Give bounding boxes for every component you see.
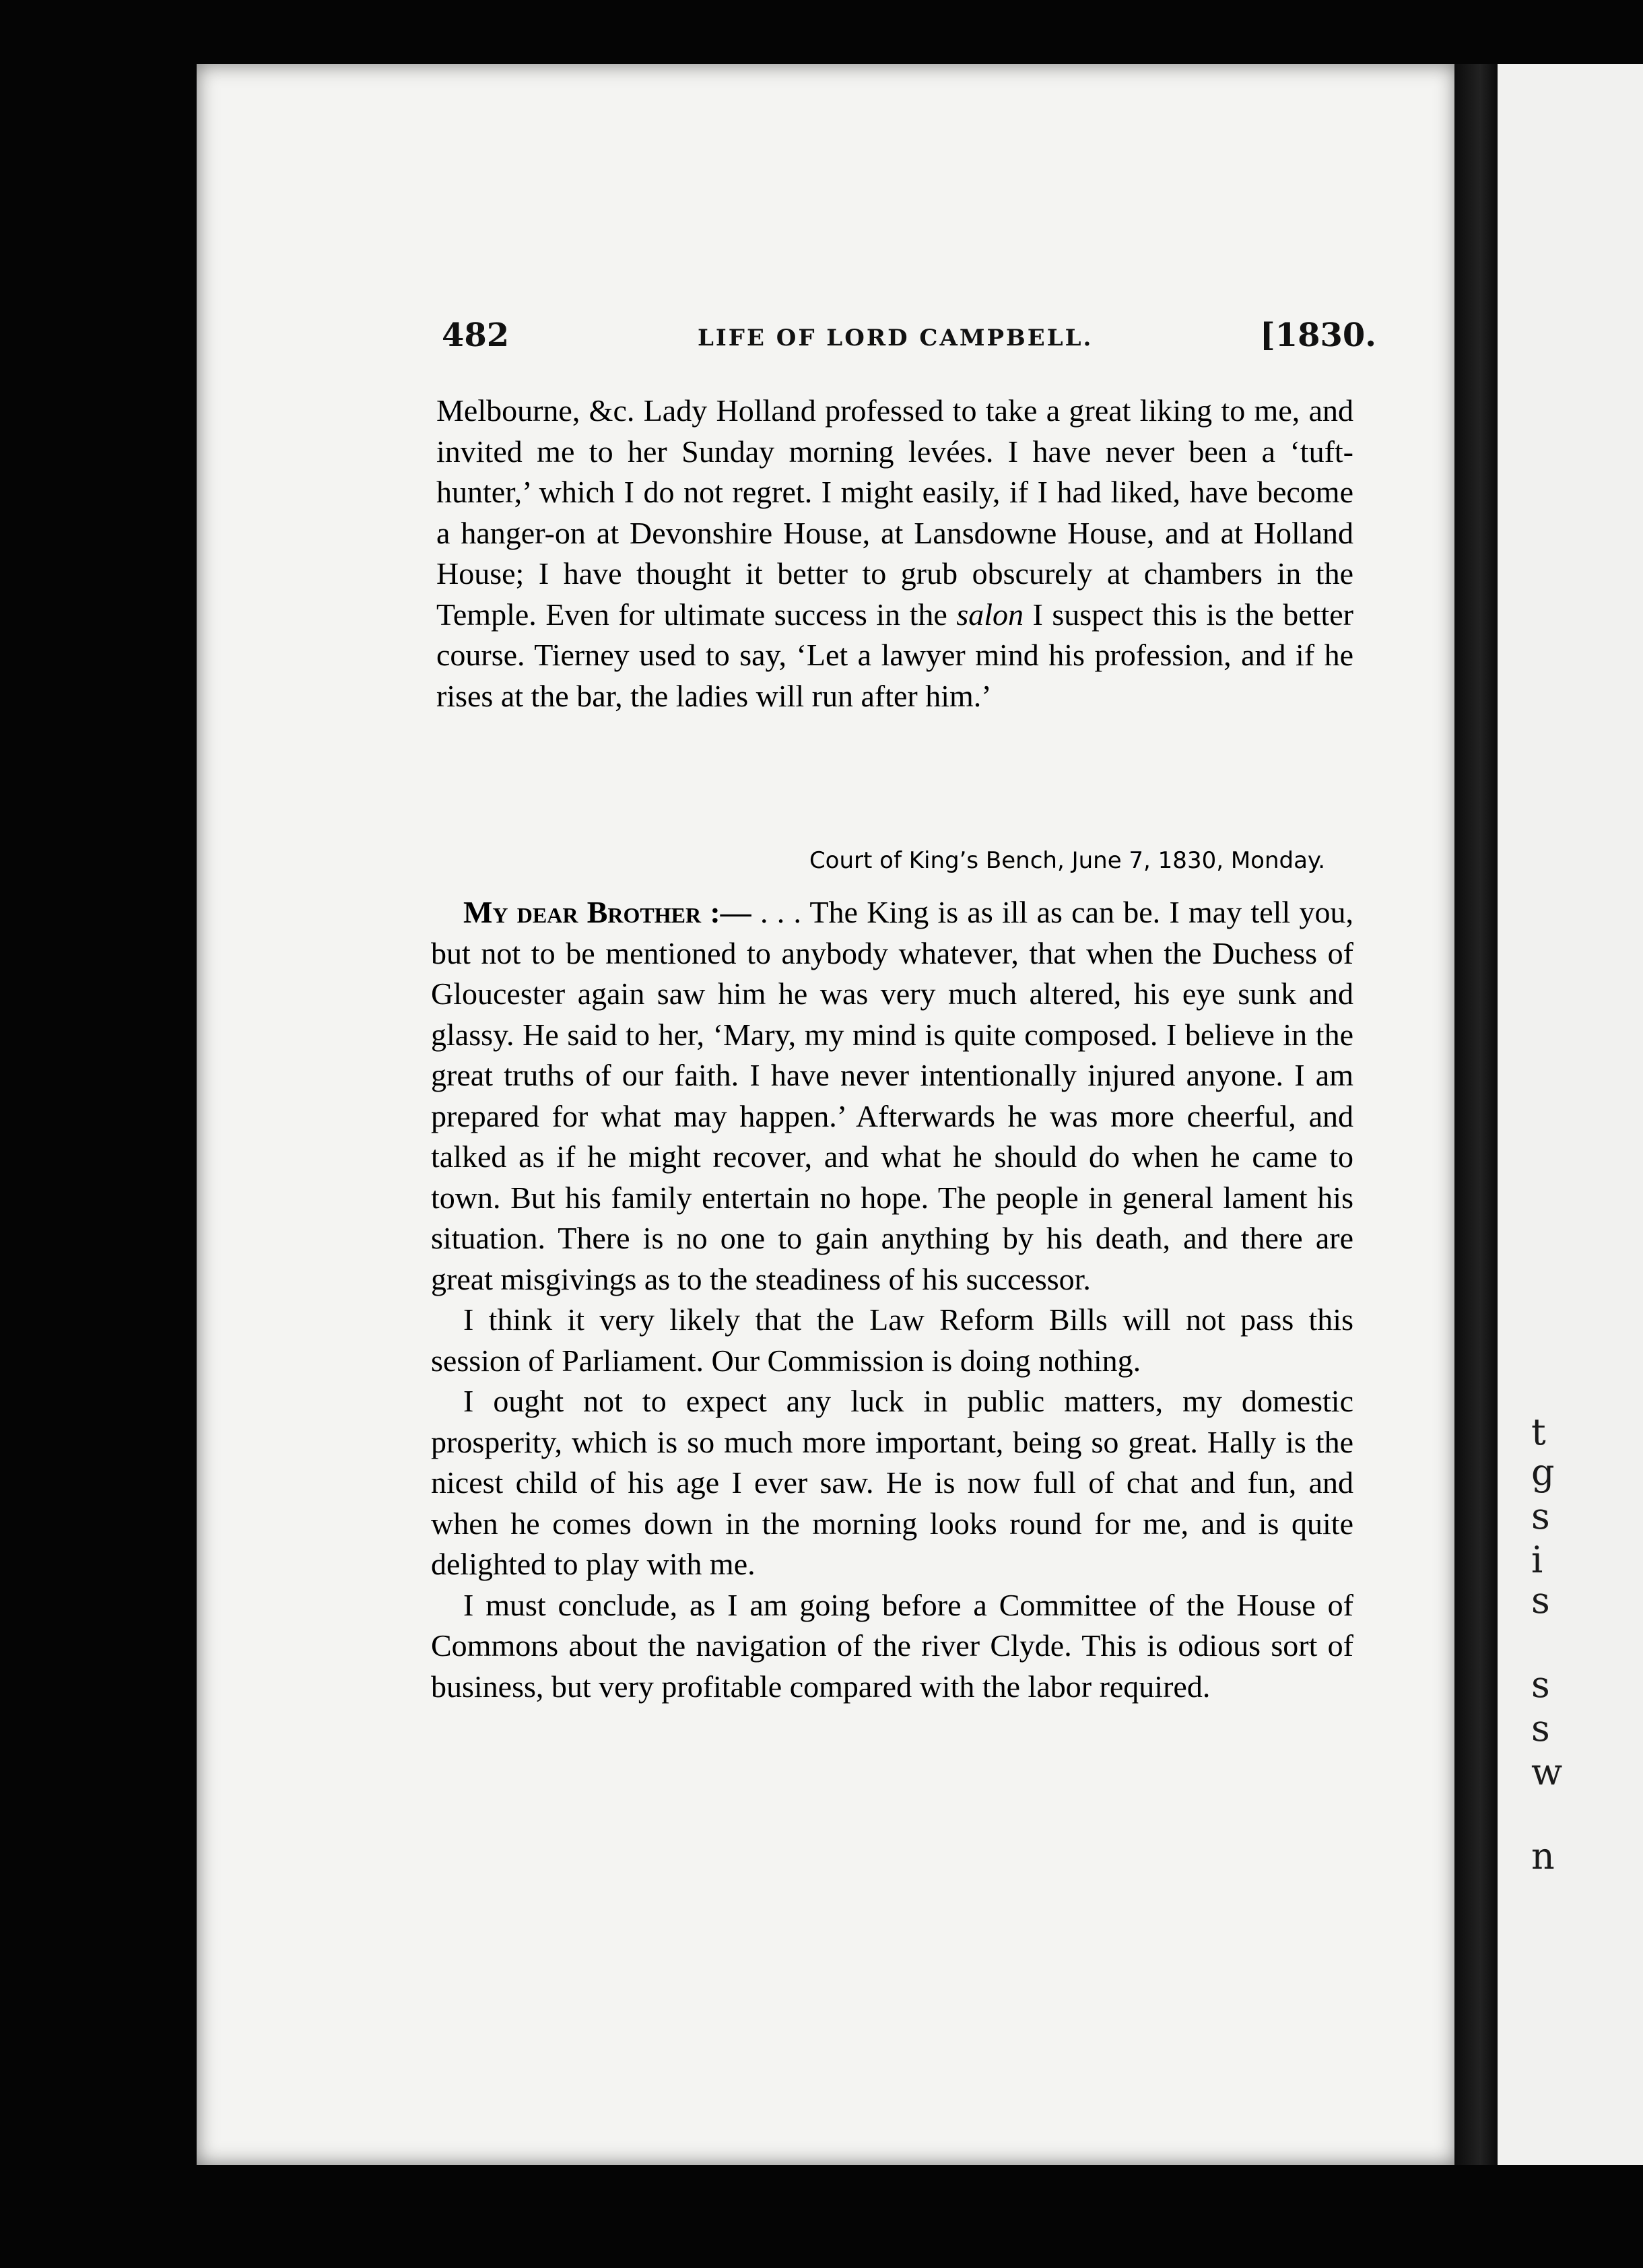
letter-paragraph-1: My dear Brother :— . . . The King is as ill as can be. I may tell you, but not to be mentioned to anybody whatever, that when the Duchess of Gloucester again saw him he was very much altered, his eye sunk and glassy. He said to her, ‘Mary, my mind is quite composed. I believe in the great truths of our faith. I have never intentionally injured anyone. I am prepared for what may happen.’ Afterwards he was more cheerful, and talked as if he might recover, and what he should do when he came to town. But his family entertain no hope. The people in general lament his situation. There is no one to gain anything by his death, and there are great misgivings as to the steadiness of his successor.	[431, 895, 1354, 1296]
letter-paragraph-3: I ought not to expect any luck in public matters, my domestic prosperity, which is so much more important, being so great. Hally is the nicest child of his age I ever saw. He is now full of chat and fun, and when he comes down in the morning looks round for me, and is quite delighted to play with me.	[431, 1384, 1353, 1581]
edge-letter: t	[1531, 1411, 1546, 1453]
edge-letter: i	[1531, 1539, 1543, 1581]
running-head	[240, 316, 1395, 370]
edge-letter: w	[1531, 1751, 1563, 1793]
running-title: LIFE OF LORD CAMPBELL.	[698, 325, 1094, 352]
edge-letter: g	[1531, 1451, 1555, 1494]
running-year: [1830.	[1260, 316, 1377, 354]
page-number: 482	[442, 316, 510, 354]
letter-dateline: Court of King’s Bench, June 7, 1830, Monday.	[809, 847, 1325, 874]
letter-body	[431, 892, 1353, 1707]
facing-page-edge	[1498, 64, 1643, 2165]
edge-letter: s	[1531, 1663, 1550, 1706]
italic-word: salon	[956, 597, 1024, 632]
edge-letter: s	[1531, 1579, 1550, 1622]
passage-1	[436, 391, 1353, 716]
edge-letter: n	[1531, 1835, 1555, 1877]
letter-paragraph-4: I must conclude, as I am going before a Committee of the House of Commons about the navigation of the river Clyde. This is odious sort of business, but very profitable compared with the labor required.	[431, 1587, 1353, 1704]
salutation: My dear Brother :—	[463, 895, 751, 929]
paragraph: Melbourne, &c. Lady Holland professed to take a great liking to me, and invited me to her Sunday morning levées. I have never been a ‘tuft-hunter,’ which I do not regret. I might easily, if I had liked, have become a hanger-on at Devonshire House, at Lansdowne House, and at Holland House; I have thought it better to grub obscurely at chambers in the Temple. Even for ultimate success in the salon I suspect this is the better course. Tierney used to say, ‘Let a lawyer mind his profession, and if he rises at the bar, the ladies will run after him.’	[436, 393, 1353, 713]
book-spine	[1454, 64, 1498, 2165]
edge-letter: s	[1531, 1495, 1550, 1537]
edge-letter: s	[1531, 1707, 1550, 1749]
letter-paragraph-2: I think it very likely that the Law Reform Bills will not pass this session of Parliament. Our Commission is doing nothing.	[431, 1302, 1353, 1378]
